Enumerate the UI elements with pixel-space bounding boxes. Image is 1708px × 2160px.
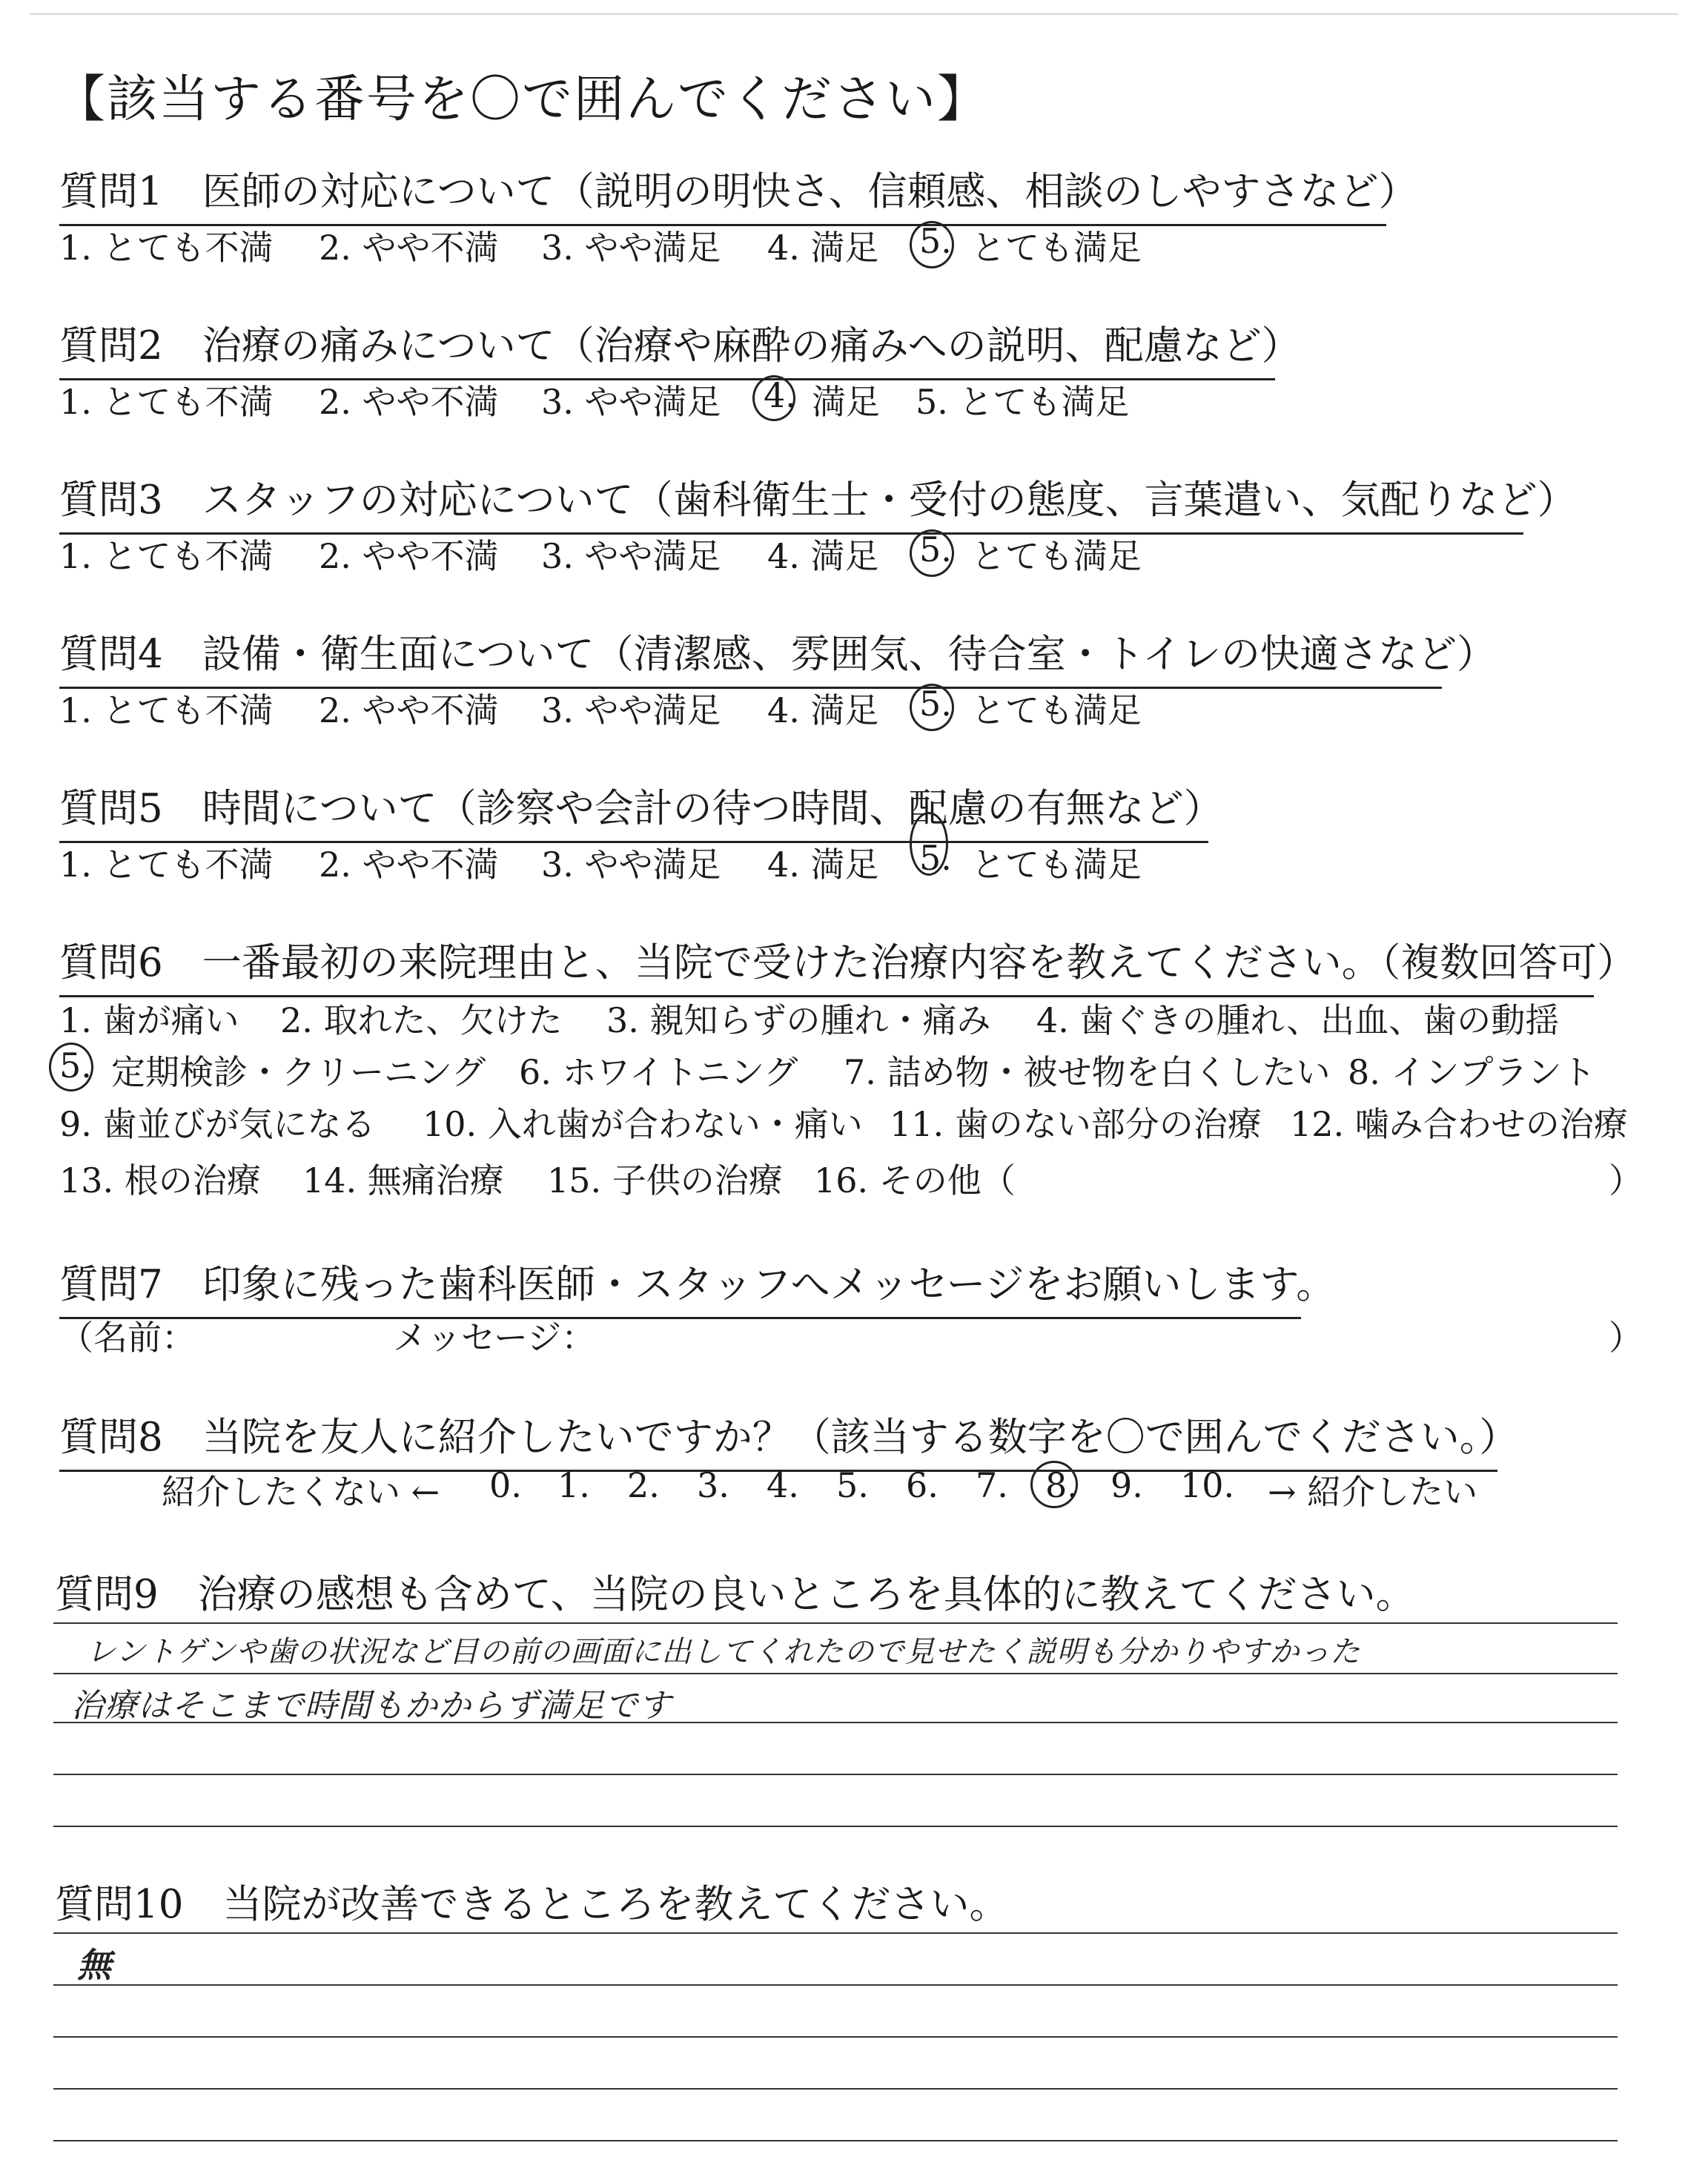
q6-option-5[interactable]: 5. [59, 1046, 92, 1086]
q2-title: 質問2 治療の痛みについて（治療や麻酔の痛みへの説明、配慮など） [59, 314, 1275, 380]
q7-title: 質問7 印象に残った歯科医師・スタッフへメッセージをお願いします。 [59, 1253, 1301, 1319]
q2-option-4-label: 満足 [812, 382, 880, 422]
q1-option-3[interactable]: 3. やや満足 [541, 228, 721, 268]
q2-option-3[interactable]: 3. やや満足 [541, 382, 721, 422]
q4-option-5[interactable]: 5. [919, 684, 952, 724]
q2-option-4[interactable]: 4. [764, 375, 796, 415]
q5-option-3[interactable]: 3. やや満足 [541, 845, 721, 885]
q7-message-label: メッセージ： [393, 1318, 596, 1358]
q8-right-label: → 紹介したい [1268, 1472, 1478, 1512]
q10-answer-line-1 [53, 1932, 1618, 1934]
q8-scale-4[interactable]: 4. [767, 1465, 799, 1505]
q6-option-7[interactable]: 7. 詰め物・被せ物を白くしたい [844, 1052, 1331, 1092]
q10-title: 質問10 当院が改善できるところを教えてください。 [55, 1882, 1009, 1927]
q1-title: 質問1 医師の対応について（説明の明快さ、信頼感、相談のしやすさなど） [59, 160, 1386, 226]
q10-answer-line-4 [53, 2088, 1618, 2090]
q6-option-11[interactable]: 11. 歯のない部分の治療 [890, 1104, 1262, 1144]
q7-close-paren: ） [1609, 1318, 1643, 1358]
q3-option-1[interactable]: 1. とても不満 [59, 536, 274, 576]
q1-selection-circle [910, 221, 954, 268]
q10-answer-line-3 [53, 2036, 1618, 2038]
q4-option-5-label: とても満足 [971, 690, 1142, 730]
q8-scale-10[interactable]: 10. [1180, 1465, 1235, 1505]
q9-answer-line-2 [53, 1673, 1618, 1674]
q9-answer-line-1 [53, 1622, 1618, 1624]
q6-option-6[interactable]: 6. ホワイトニング [519, 1052, 798, 1092]
q8-selection-circle [1030, 1461, 1078, 1508]
q3-option-5-label: とても満足 [971, 536, 1142, 576]
q6-option-4[interactable]: 4. 歯ぐきの腫れ、出血、歯の動揺 [1036, 1000, 1560, 1040]
q9-answer-line-4 [53, 1774, 1618, 1775]
q6-option-13[interactable]: 13. 根の治療 [59, 1160, 261, 1200]
q5-selection-circle [910, 812, 948, 876]
q8-scale-0[interactable]: 0. [489, 1465, 522, 1505]
q3-selection-circle [910, 529, 954, 577]
q9-title: 質問9 治療の感想も含めて、当院の良いところを具体的に教えてください。 [55, 1572, 1415, 1617]
q9-answer-line-5 [53, 1826, 1618, 1827]
q6-option-12[interactable]: 12. 噛み合わせの治療 [1290, 1104, 1628, 1144]
q1-option-5-label: とても満足 [971, 228, 1142, 268]
q4-option-3[interactable]: 3. やや満足 [541, 690, 721, 730]
q2-selection-circle [752, 375, 795, 421]
q8-scale-8[interactable]: 8. [1045, 1465, 1078, 1505]
q8-scale-9[interactable]: 9. [1110, 1465, 1143, 1505]
q2-option-5[interactable]: 5. とても満足 [916, 382, 1130, 422]
q6-title: 質問6 一番最初の来院理由と、当院で受けた治療内容を教えてください。（複数回答可） [59, 931, 1594, 997]
q3-option-4[interactable]: 4. 満足 [767, 536, 879, 576]
q6-option-16[interactable]: 16. その他（ [814, 1160, 1016, 1200]
top-border [30, 13, 1678, 15]
q8-scale-3[interactable]: 3. [697, 1465, 729, 1505]
q6-option-5-label: 定期検診・クリーニング [111, 1052, 486, 1092]
q3-option-2[interactable]: 2. やや不満 [319, 536, 499, 576]
q2-option-2[interactable]: 2. やや不満 [319, 382, 499, 422]
q6-option-9[interactable]: 9. 歯並びが気になる [59, 1104, 376, 1144]
q4-selection-circle [910, 684, 954, 731]
q5-title: 質問5 時間について（診察や会計の待つ時間、配慮の有無など） [59, 777, 1208, 843]
q8-left-label: 紹介したくない ← [162, 1472, 440, 1512]
q8-scale-1[interactable]: 1. [557, 1465, 590, 1505]
q1-option-2[interactable]: 2. やや不満 [319, 228, 499, 268]
q6-other-close: ） [1609, 1160, 1643, 1200]
q5-option-1[interactable]: 1. とても不満 [59, 845, 274, 885]
q3-option-5[interactable]: 5. [919, 529, 952, 569]
q8-scale-2[interactable]: 2. [627, 1465, 660, 1505]
q1-option-4[interactable]: 4. 満足 [767, 228, 879, 268]
q8-title: 質問8 当院を友人に紹介したいですか？（該当する数字を〇で囲んでください。） [59, 1406, 1497, 1472]
q6-option-10[interactable]: 10. 入れ歯が合わない・痛い [423, 1104, 863, 1144]
q4-option-2[interactable]: 2. やや不満 [319, 690, 499, 730]
q4-title: 質問4 設備・衛生面について（清潔感、雰囲気、待合室・トイレの快適さなど） [59, 623, 1442, 689]
q10-answer-line-5 [53, 2140, 1618, 2141]
q4-option-1[interactable]: 1. とても不満 [59, 690, 274, 730]
q6-option-2[interactable]: 2. 取れた、欠けた [280, 1000, 563, 1040]
q8-scale-5[interactable]: 5. [836, 1465, 869, 1505]
q6-option-15[interactable]: 15. 子供の治療 [547, 1160, 783, 1200]
q6-option-8[interactable]: 8. インプラント [1348, 1052, 1596, 1092]
q6-option-3[interactable]: 3. 親知らずの腫れ・痛み [606, 1000, 991, 1040]
q3-option-3[interactable]: 3. やや満足 [541, 536, 721, 576]
q10-answer-line-2 [53, 1984, 1618, 1986]
q3-title: 質問3 スタッフの対応について（歯科衛生士・受付の態度、言葉遣い、気配りなど） [59, 469, 1523, 535]
q8-scale-6[interactable]: 6. [906, 1465, 939, 1505]
q7-name-label: （名前： [59, 1318, 196, 1358]
q1-option-1[interactable]: 1. とても不満 [59, 228, 274, 268]
q9-handwritten-answer-1: レントゲンや歯の状況など目の前の画面に出してくれたので見せたく説明も分かりやすかった [86, 1635, 1361, 1669]
q5-option-5-label: とても満足 [971, 845, 1142, 885]
q1-option-5[interactable]: 5. [919, 221, 952, 261]
q10-handwritten-answer: 無 [77, 1945, 112, 1985]
q6-selection-circle [49, 1043, 93, 1091]
page-heading: 【該当する番号を〇で囲んでください】 [55, 70, 990, 129]
q2-option-1[interactable]: 1. とても不満 [59, 382, 274, 422]
q4-option-4[interactable]: 4. 満足 [767, 690, 879, 730]
q5-option-4[interactable]: 4. 満足 [767, 845, 879, 885]
q5-option-2[interactable]: 2. やや不満 [319, 845, 499, 885]
q6-option-14[interactable]: 14. 無痛治療 [302, 1160, 504, 1200]
q9-handwritten-answer-2: 治療はそこまで時間もかからず満足です [71, 1687, 672, 1725]
q5-option-5[interactable]: 5. [919, 838, 952, 878]
q6-option-1[interactable]: 1. 歯が痛い [59, 1000, 239, 1040]
q8-scale-7[interactable]: 7. [976, 1465, 1008, 1505]
